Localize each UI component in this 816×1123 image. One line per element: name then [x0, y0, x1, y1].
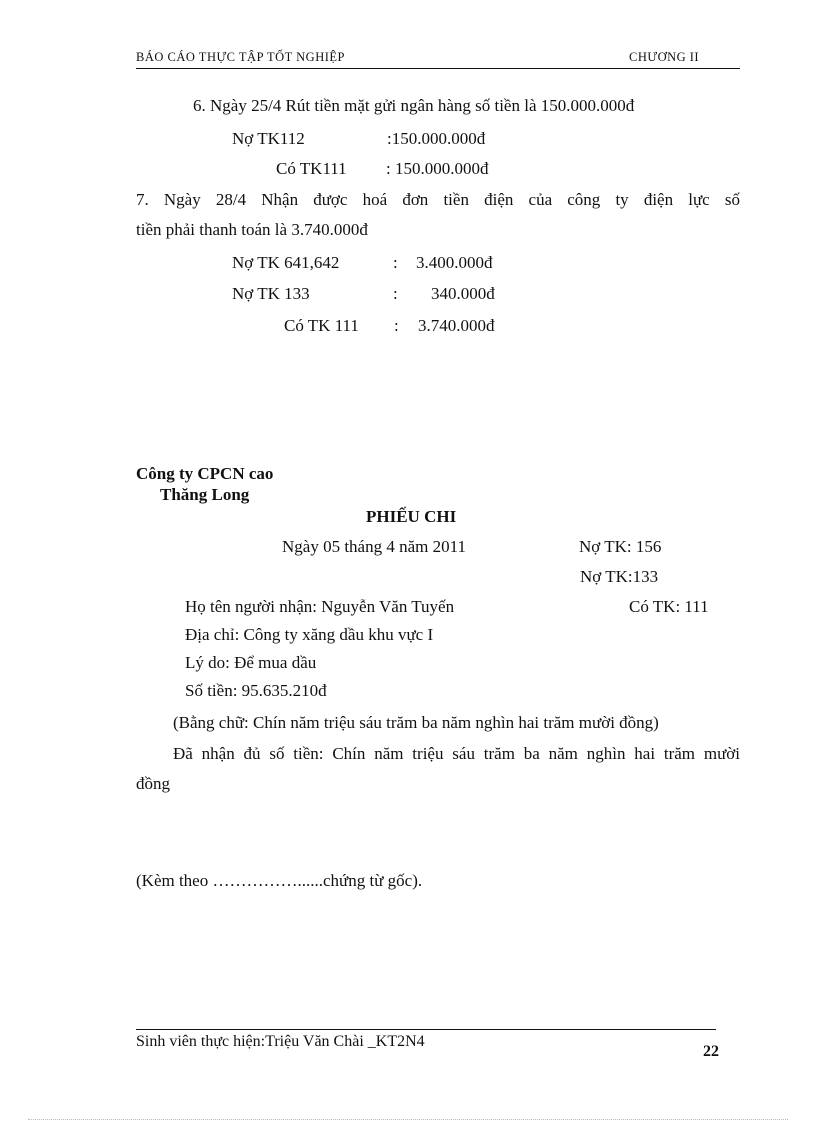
- entry-6-description: 6. Ngày 25/4 Rút tiền mặt gửi ngân hàng số tiền là 150.000.000đ: [193, 96, 635, 115]
- voucher-debit-account-1: Nợ TK: 156: [579, 537, 662, 556]
- entry-7-debit2-separator: :: [393, 284, 398, 303]
- footer-rule: [136, 1029, 716, 1030]
- company-name-line2: Thăng Long: [160, 485, 250, 504]
- voucher-debit-account-2: Nợ TK:133: [580, 567, 659, 586]
- voucher-credit-account: Có TK: 111: [629, 597, 709, 616]
- entry-7-debit2-account: Nợ TK 133: [232, 284, 310, 303]
- voucher-date: Ngày 05 tháng 4 năm 2011: [282, 537, 466, 556]
- entry-7-debit2-amount: 340.000đ: [431, 284, 495, 303]
- entry-6-debit-account: Nợ TK112: [232, 129, 305, 148]
- header-rule: [136, 68, 740, 69]
- footer-student: Sinh viên thực hiện:Triệu Văn Chài _KT2N4: [136, 1033, 425, 1050]
- entry-7-credit-amount: 3.740.000đ: [418, 316, 495, 335]
- entry-7-description-line2: tiền phải thanh toán là 3.740.000đ: [136, 220, 368, 239]
- entry-6-credit-account: Có TK111: [276, 159, 347, 178]
- voucher-title: PHIẾU CHI: [366, 507, 457, 526]
- entry-7-credit-account: Có TK 111: [284, 316, 359, 335]
- voucher-recipient: Họ tên người nhận: Nguyễn Văn Tuyến: [185, 597, 455, 616]
- page-number: 22: [703, 1043, 719, 1060]
- entry-7-credit-separator: :: [394, 316, 399, 335]
- entry-6-credit-amount: : 150.000.000đ: [386, 159, 489, 178]
- header-title: BÁO CÁO THỰC TẬP TỐT NGHIỆP: [136, 50, 345, 64]
- voucher-amount-in-words: (Bằng chữ: Chín năm triệu sáu trăm ba năm nghìn hai trăm mười đồng): [173, 713, 659, 732]
- page-bottom-border: [28, 1119, 788, 1120]
- voucher-attached-documents: (Kèm theo ……………......chứng từ gốc).: [136, 871, 423, 890]
- voucher-address: Địa chỉ: Công ty xăng dầu khu vực I: [185, 625, 434, 644]
- voucher-received-line2: đồng: [136, 774, 170, 793]
- entry-7-description-line1: 7. Ngày 28/4 Nhận được hoá đơn tiền điện của công ty điện lực số: [136, 190, 740, 209]
- entry-7-debit1-separator: :: [393, 253, 398, 272]
- voucher-received-line1: Đã nhận đủ số tiền: Chín năm triệu sáu trăm ba năm nghìn hai trăm mười: [173, 744, 740, 763]
- voucher-reason: Lý do: Để mua dầu: [185, 653, 317, 672]
- entry-7-debit1-account: Nợ TK 641,642: [232, 253, 340, 272]
- voucher-amount: Số tiền: 95.635.210đ: [185, 681, 327, 700]
- company-name-line1: Công ty CPCN cao: [136, 464, 274, 483]
- entry-6-debit-amount: :150.000.000đ: [387, 129, 486, 148]
- header-chapter: CHƯƠNG II: [629, 50, 700, 64]
- entry-7-debit1-amount: 3.400.000đ: [416, 253, 493, 272]
